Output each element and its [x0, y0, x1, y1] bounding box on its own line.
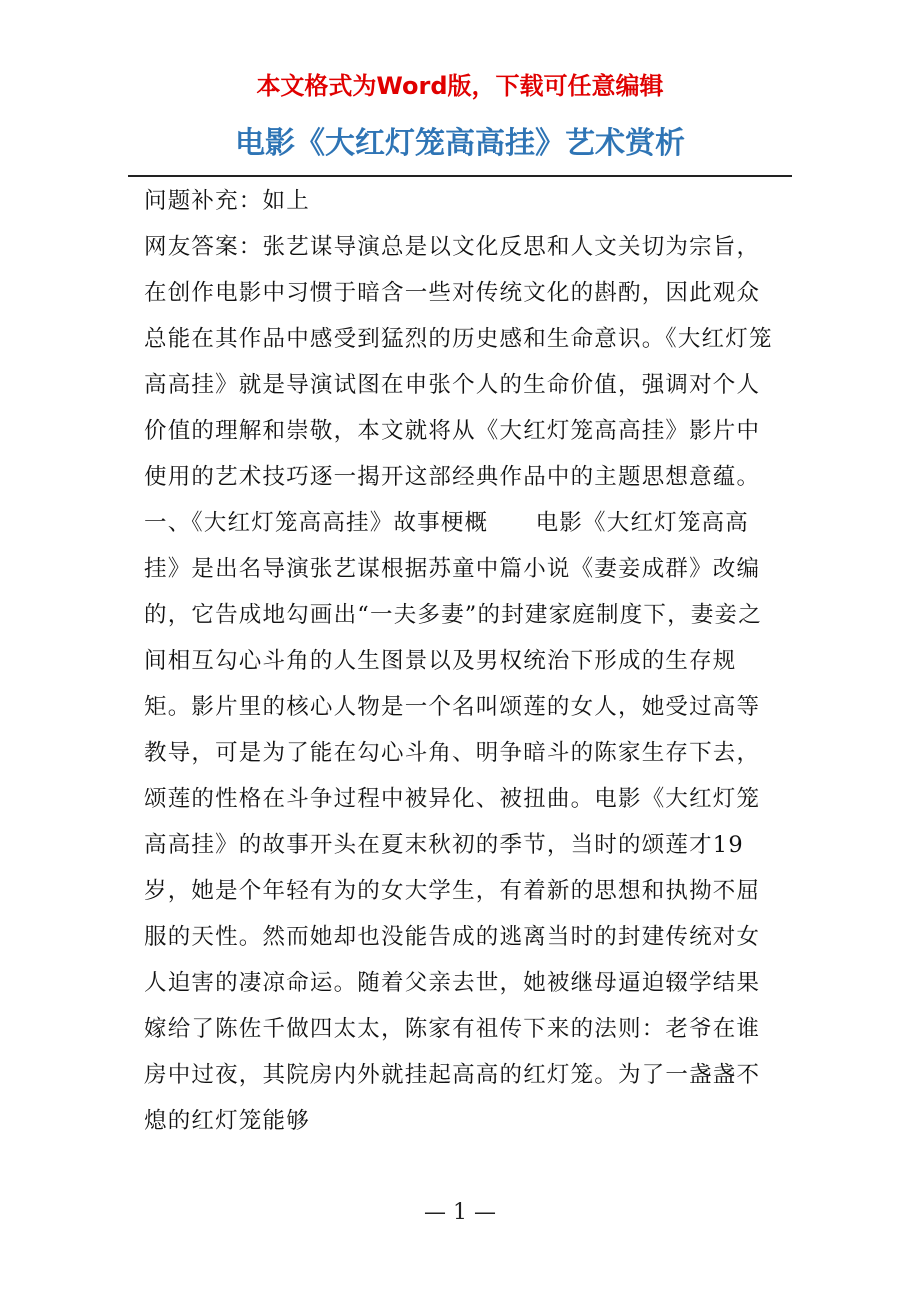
answer-paragraph: 网友答案：张艺谋导演总是以文化反思和人文关切为宗旨，在创作电影中习惯于暗含一些对传统文化的斟酌，因此观众总能在其作品中感受到猛烈的历史感和生命意识。《大红灯笼高高挂》就是导演试图在申张个人的生命价值，强调对个人价值的理解和崇敬，本文就将从《大红灯笼高高挂》影片中使用的艺术技巧逐一揭开这部经典作品中的主题思想意蕴。 一、《大红灯笼高高挂》故事梗概 电影《大红灯笼高高挂》是出名导演张艺谋根据苏童中篇小说《妻妾成群》改编的，它告成地勾画出“一夫多妻”的封建家庭制度下，妻妾之间相互勾心斗角的人生图景以及男权统治下形成的生存规矩。影片里的核心人物是一个名叫颂莲的女人，她受过高等教导，可是为了能在勾心斗角、明争暗斗的陈家生存下去，颂莲的性格在斗争过程中被异化、被扭曲。电影《大红灯笼高高挂》的故事开头在夏末秋初的季节，当时的颂莲才19岁，她是个年轻有为的女大学生，有着新的思想和执拗不屈服的天性。然而她却也没能告成的逃离当时的封建传统对女人迫害的凄凉命运。随着父亲去世，她被继母逼迫辍学结果嫁给了陈佐千做四太太，陈家有祖传下来的法则：老爷在谁房中过夜，其院房内外就挂起高高的红灯笼。为了一盏盏不熄的红灯笼能够	[144, 234, 797, 1134]
document-title: 电影《大红灯笼高高挂》艺术赏析	[235, 126, 685, 161]
page-number: — 1 —	[424, 1200, 496, 1225]
format-notice: 本文格式为Word版，下载可任意编辑	[256, 72, 664, 100]
question-paragraph: 问题补充：如上	[144, 188, 310, 214]
title-divider	[128, 175, 792, 177]
document-body	[144, 178, 797, 1144]
